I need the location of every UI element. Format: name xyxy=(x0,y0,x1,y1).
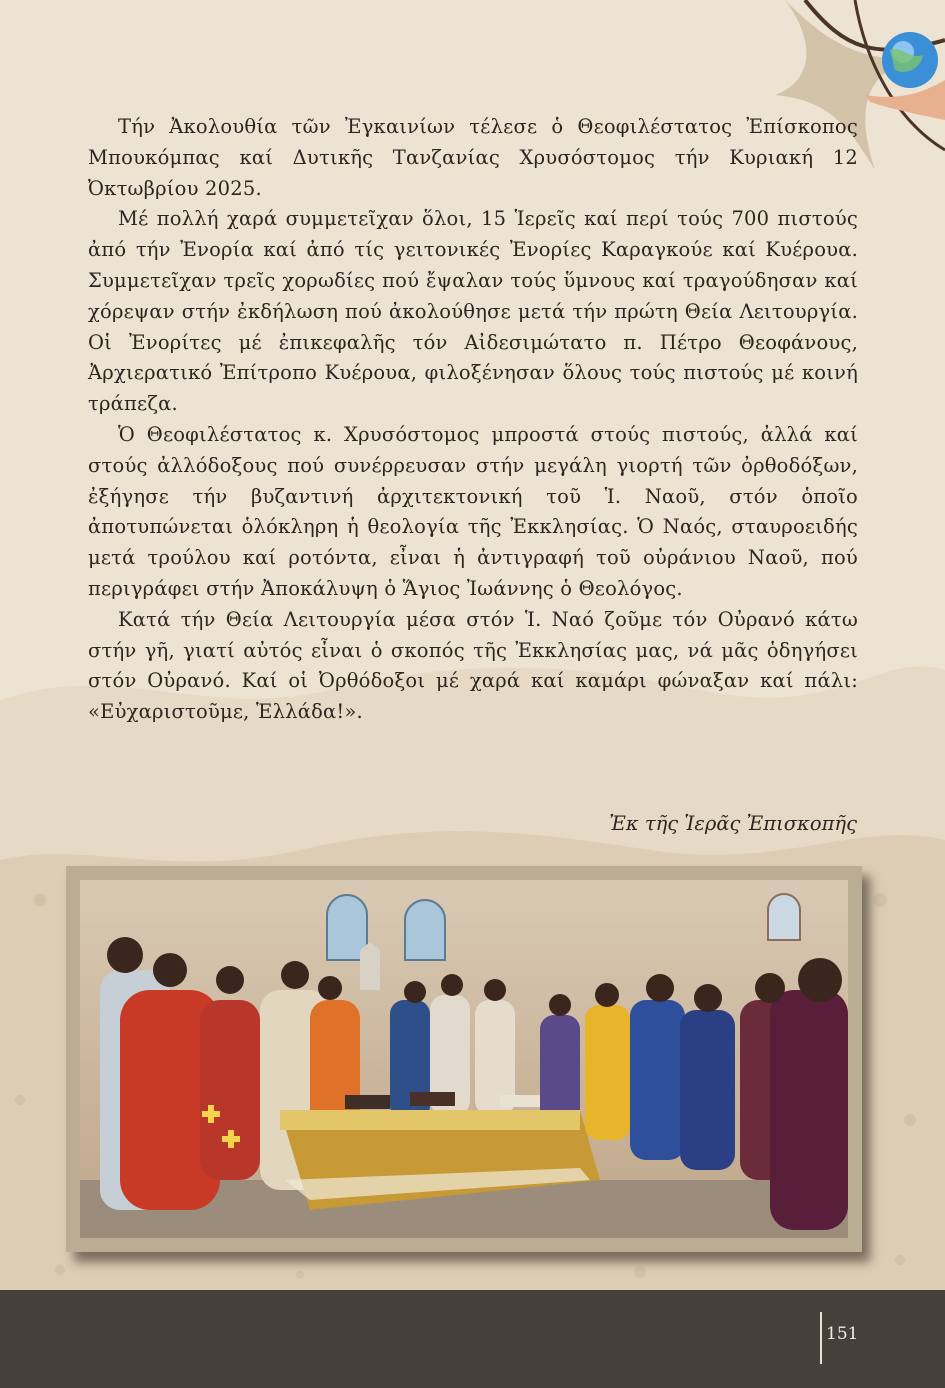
article-body xyxy=(88,112,858,728)
paragraph-4: Κατά τήν Θεία Λειτουργία μέσα στόν Ἱ. Ναό ζοῦμε τόν Οὐρανό κάτω στήν γῆ, γιατί αὐτός εἶναι ὁ σκοπός τῆς Ἐκκλησίας μας, νά μᾶς ὁδηγήσει στόν Οὐρανό. Καί οἱ Ὀρθόδοξοι μέ χαρά καί καμάρι φώναξαν καί πάλι: «Εὐχαριστοῦμε, Ἑλλάδα!». xyxy=(88,607,858,724)
signature: Ἐκ τῆς Ἱερᾶς Ἐπισκοπῆς xyxy=(609,812,857,835)
photo-frame xyxy=(66,866,862,1252)
paragraph-1: Τήν Ἀκολουθία τῶν Ἐγκαινίων τέλεσε ὁ Θεοφιλέστατος Ἐπίσκοπος Μπουκόμπας καί Δυτικῆς Τανζανίας Χρυσόστομος τήν Κυριακή 12 Ὀκτωβρίου 2025. xyxy=(88,115,858,200)
page-number: 151 xyxy=(826,1324,859,1344)
church-consecration-photo xyxy=(80,880,848,1238)
footer-divider xyxy=(820,1312,822,1364)
paragraph-2: Μέ πολλή χαρά συμμετεῖχαν ὅλοι, 15 Ἱερεῖς καί περί τούς 700 πιστούς ἀπό τήν Ἐνορία καί ἀπό τίς γειτονικές Ἐνορίες Καραγκούε καί Κυέρουα. Συμμετεῖχαν τρεῖς χορωδίες πού ἔψαλαν τούς ὕμνους καί τραγούδησαν καί χόρεψαν στήν ἐκδήλωση πού ἀκολούθησε μετά τήν πρώτη Θεία Λειτουργία. Οἱ Ἐνορίτες μέ ἐπικεφαλῆς τόν Αἰδεσιμώτατο π. Πέτρο Θεοφάνους, Ἀρχιερατικό Ἐπίτροπο Κυέρουα, φιλοξένησαν ὅλους τούς πιστούς μέ κοινή τράπεζα. xyxy=(88,207,858,416)
paragraph-3: Ὁ Θεοφιλέστατος κ. Χρυσόστομος μπροστά στούς πιστούς, ἀλλά καί στούς ἀλλόδοξους πού συνέρρευσαν στήν μεγάλη γιορτή τῶν ὀρθοδόξων, ἐξήγησε τήν βυζαντινή ἀρχιτεκτονική τοῦ Ἱ. Ναοῦ, στόν ὁποῖο ἀποτυπώνεται ὁλόκληρη ἡ θεολογία τῆς Ἐκκλησίας. Ὁ Ναός, σταυροειδής μετά τρούλου καί ροτόντα, εἶναι ἡ ἀντιγραφή τοῦ οὐράνιου Ναοῦ, πού περιγράφει στήν Ἀποκάλυψη ὁ Ἅγιος Ἰωάννης ὁ Θεολόγος. xyxy=(88,422,858,600)
page-footer xyxy=(0,1290,945,1388)
